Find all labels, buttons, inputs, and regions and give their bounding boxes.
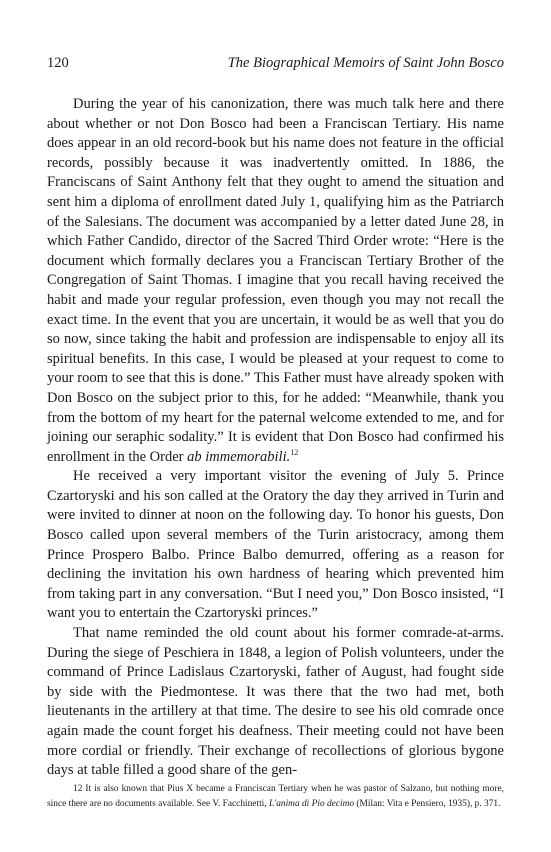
footnote-italic-title: L'anima di Pio decimo: [268, 799, 355, 809]
paragraph-comrade: That name reminded the old count about his former comrade-at-arms. During the siege of Peschiera in 1848, a legion of Polish volunteers, under the command of Prince Ladislaus Czartoryski, father of August, had fought side by side with the Piedmontese. It was there that the two had met, both lieutenants in the artillery at that time. The desire to see his old comrade once again made the count forget his deafness. Their meeting could not have been more cordial or friendly. Their exchange of recollections of glorious bygone days at table filled a good share of the gen-: [47, 625, 504, 779]
running-title: The Biographical Memoirs of Saint John Bosco: [227, 55, 504, 71]
italic-phrase: ab immemorabili.: [187, 448, 291, 465]
footnote-text: [47, 782, 504, 812]
footnote-mark: 12: [73, 784, 83, 794]
page-number: 120: [47, 55, 69, 71]
paragraph-canonization: [47, 95, 504, 467]
footnote-body: It is also known that Pius X became a Franciscan Tertiary when he was pastor of Salzano, but nothing more, since there are no documents available. See V. Facchinetti,: [47, 784, 504, 809]
paragraph-visitor: He received a very important visitor the evening of July 5. Prince Czartoryski and his son called at the Oratory the day they arrived in Turin and were invited to dinner at noon on the following day. To honor his guests, Don Bosco called upon several members of the Turin aristocracy, among them Prince Prospero Balbo. Prince Balbo demurred, offering as a reason for declining the invitation his own hardness of hearing which prevented him from taking part in any conversation. “But I need you,” Don Bosco insisted, “I want you to entertain the Czartoryski princes.”: [47, 468, 504, 622]
body-text: [47, 95, 504, 781]
footnote: [47, 782, 504, 812]
paragraph-text: During the year of his canonization, there was much talk here and there about whether or not Don Bosco had been a Franciscan Tertiary. His name does appear in an old record-book but his name does not feature in the official records, possibly because it was inadvertently omitted. In 1886, the Franciscans of Saint Anthony felt that they ought to amend the situation and sent him a diploma of enrollment dated July 1, qualifying him as the Patriarch of the Salesians. The document was accompanied by a letter dated June 28, in which Father Candido, director of the Sacred Third Order wrote: “Here is the document which formally declares you a Franciscan Tertiary Brother of the Congregation of Saint Thomas. I imagine that you recall having received the habit and made your regular profession, even though you may not recall the exact time. In the event that you are uncertain, it would be as well that you do so now, since taking the habit and profession are indispensable to enjoy all its spiritual benefits. In this case, I would be pleased at your request to come to your room to see that this is done.” This Father must have already spoken with Don Bosco on the subject prior to this, for he added: “Meanwhile, thank you from the bottom of my heart for the paternal welcome extended to me, and for joining our seraphic sodality.” It is evident that Don Bosco had confirmed his enrollment in the Order: [47, 96, 504, 465]
page-header: [47, 55, 504, 75]
footnote-citation: (Milan: Vita e Pensiero, 1935), p. 371.: [354, 799, 501, 809]
footnote-reference: 12: [290, 447, 299, 457]
